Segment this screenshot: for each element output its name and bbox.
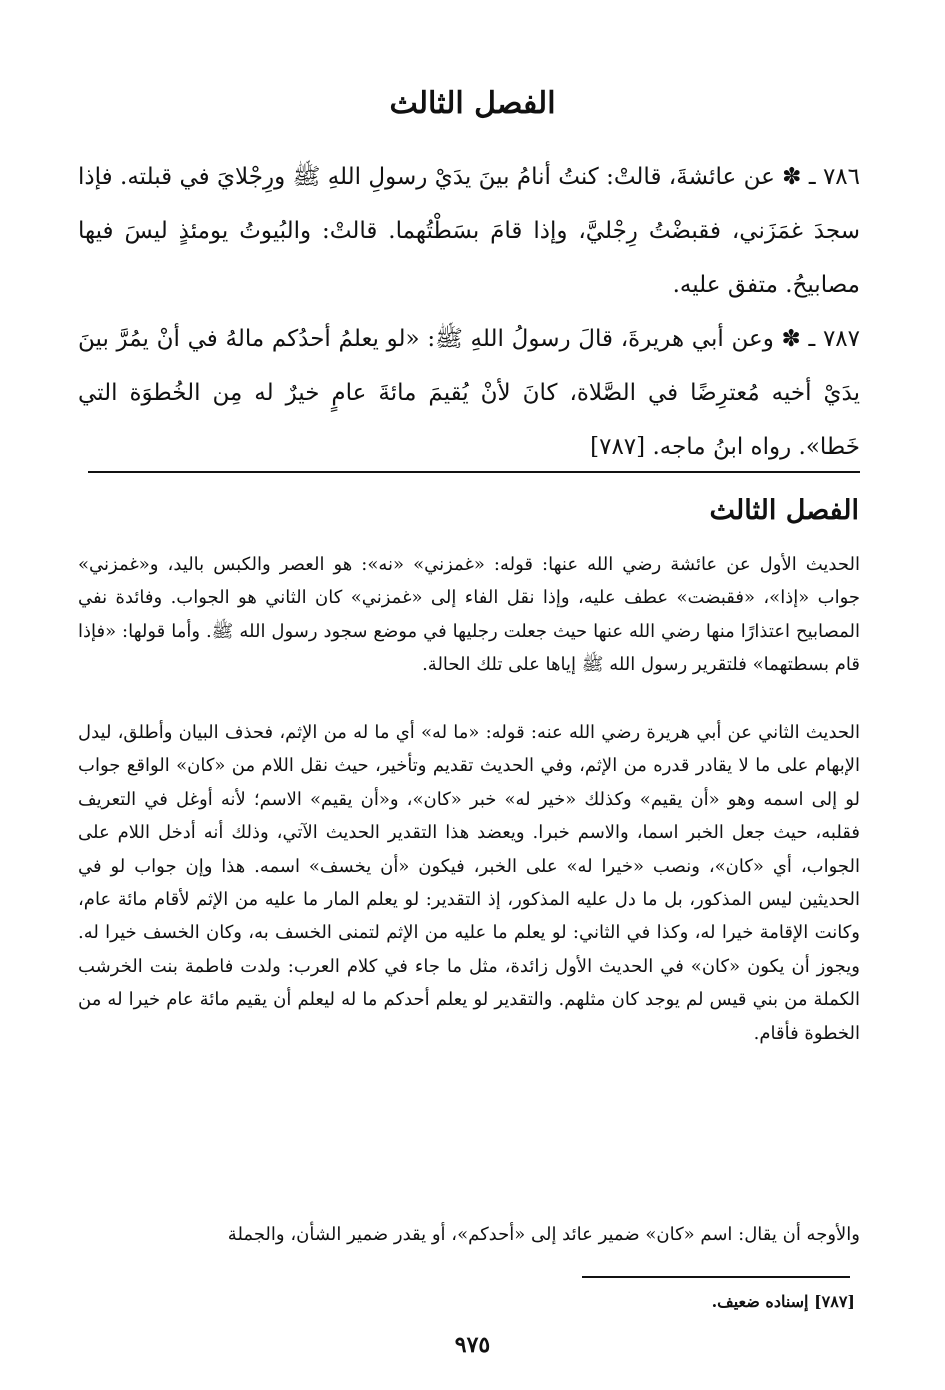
commentary-paragraph-1: الحديث الأول عن عائشة رضي الله عنها: قوله: «غمزني» «نه»: هو العصر والكبس باليد، و«غمزني» جواب «إذا»، «فقبضت» عطف عليه، وإذا نقل الفاء إلى «غمزني» كان الثاني هو الجواب. وفائدة نفي المصابيح اعتذارًا منها رضي الله عنها حيث جعلت رجليها في موضع سجود رسول الله ﷺ. وأما قولها: «فإذا قام بسطتهما» فلتقرير رسول الله ﷺ إياها على تلك الحالة. <box>78 554 860 676</box>
commentary-paragraph-3: والأوجه أن يقال: اسم «كان» ضمير عائد إلى «أحدكم»، أو يقدر ضمير الشأن، والجملة <box>227 1224 860 1245</box>
footnote: [٧٨٧] إسناده ضعيف. <box>711 1292 855 1311</box>
page-number: ٩٧٥ <box>454 1332 491 1358</box>
commentary-paragraph-2: الحديث الثاني عن أبي هريرة رضي الله عنه: قوله: «ما له» أي ما له من الإثم، فحذف البيان وأطلق، ليدل الإبهام على ما لا يقادر قدره من الإثم، وفي الحديث تقديم وتأخير، حيث نقل اللام من «كان» الواقع جواب لو إلى اسمه وهو «أن يقيم» وكذلك «خير له» خبر «كان»، و«أن يقيم» الاسم؛ لأنه أوغل في التعريف فقلبه، حيث جعل الخبر اسما، والاسم خبرا. ويعضد هذا التقدير الحديث الآتي، وذلك أنه أدخل اللام على الجواب، أي «كان»، ونصب «خيرا له» على الخبر، فيكون «أن يخسف» اسمه. هذا وإن جواب لو في الحديثين ليس المذكور، بل ما دل عليه المذكور، إذ التقدير: لو يعلم المار ما عليه من الإثم لأقام مائة عام، وكانت الإقامة خيرا له، وكذا في الثاني: لو يعلم ما عليه من الإثم لتمنى الخسف به، وكان الخسف خيرا له. ويجوز أن يكون «كان» في الحديث الأول زائدة، مثل ما جاء في كلام العرب: ولدت فاطمة بنت الخرشب الكملة من بني قيس لم يوجد كان مثلهم. والتقدير لو يعلم أحدكم ما له ليعلم أن يقيم مائة عام خيرا له من الخطوة فأقام. <box>78 722 860 1044</box>
commentary-title: الفصل الثالث <box>709 495 859 526</box>
hadith-787: ٧٨٧ ـ ✽ وعن أبي هريرةَ، قالَ رسولُ اللهِ ﷺ: «لو يعلمُ أحدُكم مالهُ في أنْ يمُرَّ بينَ يدَيْ أخيه مُعترِضًا في الصَّلاة، كانَ لأنْ يُقيمَ مائةَ عامٍ خيرٌ له مِن الخُطوَة التي خَطا». رواه ابنُ ماجه. [٧٨٧] <box>78 326 860 460</box>
footnote-divider <box>582 1276 850 1278</box>
chapter-title: الفصل الثالث <box>389 86 556 121</box>
section-divider <box>88 471 860 473</box>
hadith-786: ٧٨٦ ـ ✽ عن عائشةَ، قالتْ: كنتُ أنامُ بينَ يدَيْ رسولِ اللهِ ﷺ ورِجْلايَ في قبلته. فإذا سجدَ غمَزَني، فقبضْتُ رِجْليَّ، وإذا قامَ بسَطْتُهما. قالتْ: والبُيوتُ يومئذٍ ليسَ فيها مصابيحُ. متفق عليه. <box>78 164 860 298</box>
